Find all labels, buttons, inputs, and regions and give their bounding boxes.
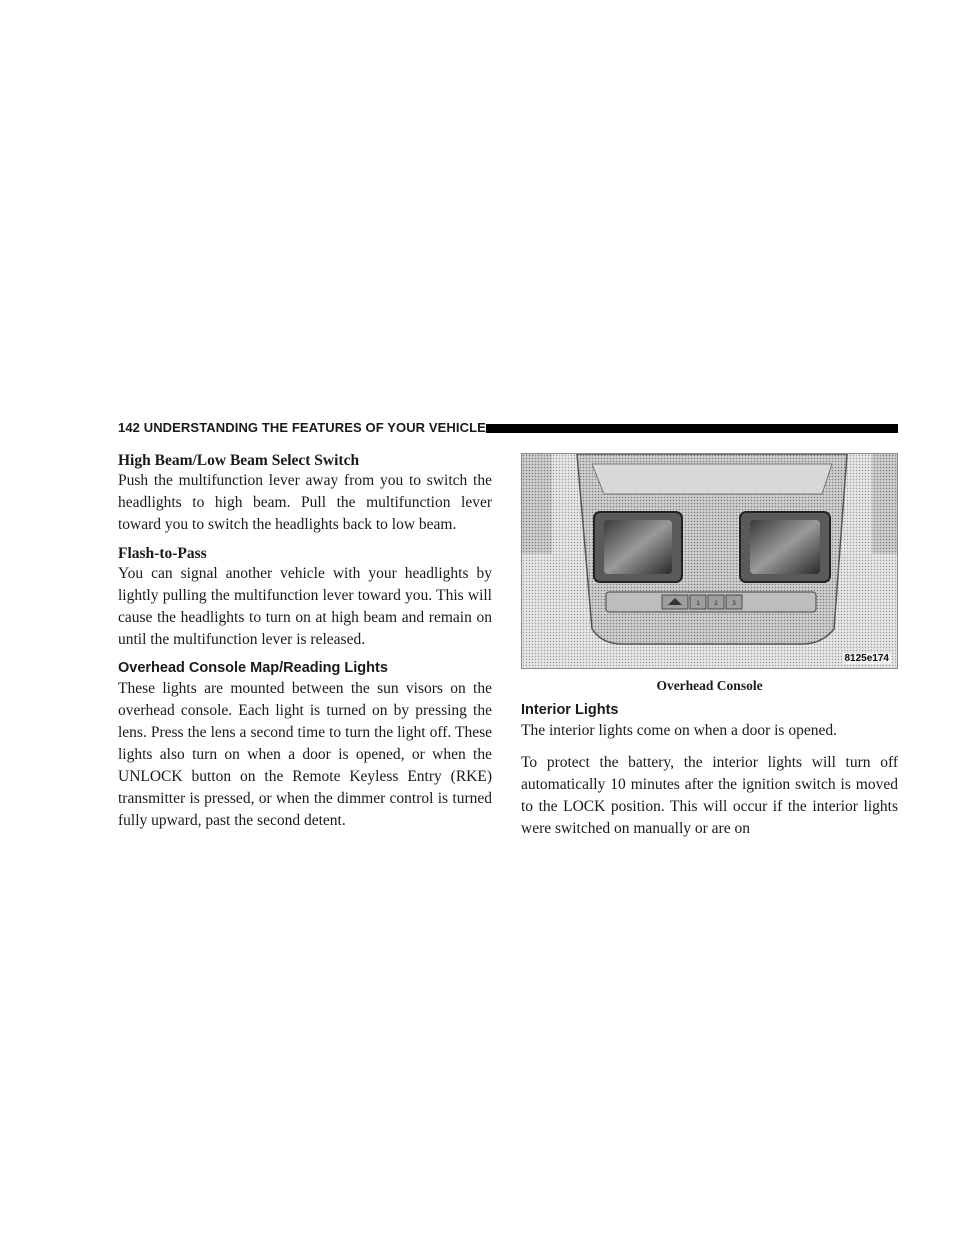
homelink-button-2-label: 2: [714, 601, 718, 607]
overhead-console-illustration: [522, 454, 898, 669]
flash-to-pass-heading: Flash-to-Pass: [118, 545, 207, 562]
running-header: [118, 420, 898, 438]
homelink-button-1-label: 1: [696, 601, 700, 607]
interior-lights-heading: Interior Lights: [521, 702, 619, 718]
figure-caption: Overhead Console: [656, 678, 763, 693]
flash-to-pass-paragraph: You can signal another vehicle with your headlights by lightly pulling the multifunction lever toward you. This will cause the headlights to turn on at high beam and remain on until the multifunction lever is released.: [118, 565, 492, 648]
figure-id: 8125e174: [844, 653, 889, 664]
header-rule: [486, 424, 898, 433]
interior-lights-paragraph-1: The interior lights come on when a door is opened.: [521, 722, 837, 739]
overhead-console-figure: [521, 453, 898, 669]
right-column: [521, 453, 898, 840]
map-lights-heading: Overhead Console Map/Reading Lights: [118, 660, 388, 676]
left-column: [118, 451, 492, 832]
page-number-and-chapter: 142 UNDERSTANDING THE FEATURES OF YOUR VEHICLE: [118, 420, 486, 435]
map-lights-paragraph: These lights are mounted between the sun visors on the overhead console. Each light is turned on by pressing the lens. Press the lens a second time to turn the light off. These lights also turn on when a door is opened, or when the UNLOCK button on the Remote Keyless Entry (RKE) transmitter is pressed, or when the dimmer control is turned fully upward, past the second detent.: [118, 680, 492, 829]
interior-lights-paragraph-2: To protect the battery, the interior lights will turn off automatically 10 minutes after the ignition switch is moved to the LOCK position. This will occur if the interior lights were switched on manually or are on: [521, 754, 898, 837]
high-beam-heading: High Beam/Low Beam Select Switch: [118, 452, 360, 469]
homelink-button-3-label: 3: [732, 601, 736, 607]
high-beam-paragraph: Push the multifunction lever away from you to switch the headlights to high beam. Pull the multifunction lever toward you to switch the headlights back to low beam.: [118, 472, 492, 533]
